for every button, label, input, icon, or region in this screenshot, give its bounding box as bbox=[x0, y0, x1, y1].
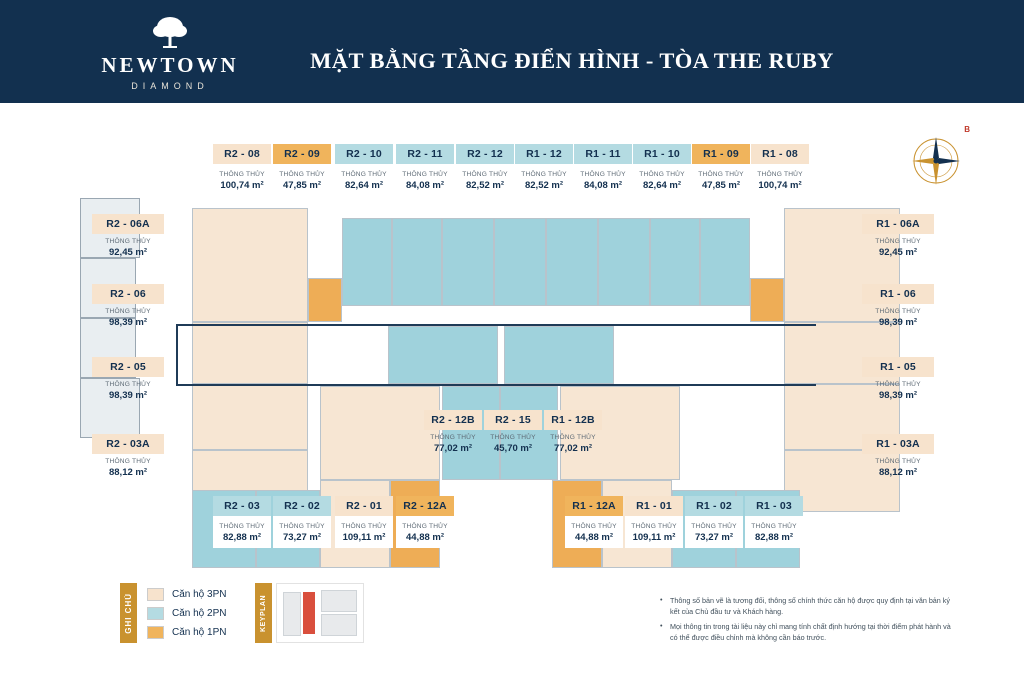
unit-code: R1 - 12 bbox=[526, 148, 562, 160]
plan-unit bbox=[192, 208, 308, 322]
unit-code: R2 - 06 bbox=[92, 284, 164, 304]
unit-area: 98,39 m² bbox=[878, 390, 918, 401]
unit-label-r2-01[interactable] bbox=[335, 496, 393, 548]
unit-area: 77,02 m² bbox=[433, 443, 473, 454]
unit-code: R2 - 08 bbox=[224, 148, 260, 160]
unit-label-r2-02[interactable] bbox=[273, 496, 331, 548]
legend-label: Căn hộ 2PN bbox=[172, 608, 227, 619]
unit-label-r2-15[interactable] bbox=[484, 410, 542, 454]
unit-code: R1 - 03A bbox=[862, 434, 934, 454]
legend-swatch-1pn bbox=[147, 626, 164, 639]
unit-area: 84,08 m² bbox=[405, 180, 445, 191]
unit-code: R2 - 09 bbox=[284, 148, 320, 160]
unit-thongthuy: THÔNG THỦY bbox=[219, 171, 265, 178]
unit-label-r1-12a[interactable] bbox=[565, 496, 623, 548]
unit-code: R1 - 03 bbox=[756, 500, 792, 512]
unit-thongthuy: THÔNG THỦY bbox=[875, 381, 921, 388]
plan-unit bbox=[494, 218, 546, 306]
unit-label-r1-06[interactable] bbox=[862, 284, 934, 328]
unit-label-r1-08[interactable] bbox=[751, 144, 809, 196]
unit-area: 109,11 m² bbox=[342, 532, 386, 543]
compass-north-label: B bbox=[964, 125, 970, 134]
unit-label-r2-06[interactable] bbox=[92, 284, 164, 328]
unit-area: 98,39 m² bbox=[878, 317, 918, 328]
keyplan-block bbox=[321, 614, 357, 636]
unit-thongthuy: THÔNG THỦY bbox=[691, 523, 737, 530]
compass-icon bbox=[906, 125, 970, 191]
unit-label-r2-06a[interactable] bbox=[92, 214, 164, 258]
unit-code: R2 - 03A bbox=[92, 434, 164, 454]
plan-unit bbox=[388, 326, 498, 384]
unit-area: 88,12 m² bbox=[878, 467, 918, 478]
legend-items bbox=[137, 583, 226, 643]
note-item: • Mọi thông tin trong tài liệu này chỉ mang tính chất định hướng tại thời điểm phát hành và có thể được điều chỉnh mà không cần báo trước. bbox=[660, 621, 960, 643]
floorplan-canvas bbox=[0, 103, 1024, 693]
unit-label-r2-03a[interactable] bbox=[92, 434, 164, 478]
unit-label-r1-06a[interactable] bbox=[862, 214, 934, 258]
unit-area: 88,12 m² bbox=[108, 467, 148, 478]
unit-label-r2-12a[interactable] bbox=[396, 496, 454, 548]
unit-thongthuy: THÔNG THỦY bbox=[430, 434, 476, 441]
unit-thongthuy: THÔNG THỦY bbox=[462, 171, 508, 178]
unit-code: R1 - 09 bbox=[703, 148, 739, 160]
legend-item bbox=[147, 626, 226, 639]
unit-thongthuy: THÔNG THỦY bbox=[105, 381, 151, 388]
unit-code: R1 - 06 bbox=[862, 284, 934, 304]
unit-label-r1-12[interactable] bbox=[515, 144, 573, 196]
unit-area: 82,88 m² bbox=[222, 532, 262, 543]
unit-thongthuy: THÔNG THỦY bbox=[757, 171, 803, 178]
unit-code: R1 - 06A bbox=[862, 214, 934, 234]
unit-code: R1 - 05 bbox=[862, 357, 934, 377]
unit-code: R2 - 12B bbox=[424, 410, 482, 430]
keyplan-tab bbox=[255, 583, 272, 643]
unit-area: 98,39 m² bbox=[108, 317, 148, 328]
plan-unit bbox=[442, 218, 494, 306]
unit-thongthuy: THÔNG THỦY bbox=[105, 238, 151, 245]
unit-area: 82,52 m² bbox=[524, 180, 564, 191]
unit-code: R2 - 05 bbox=[92, 357, 164, 377]
legend-swatch-2pn bbox=[147, 607, 164, 620]
unit-label-r2-12b[interactable] bbox=[424, 410, 482, 454]
unit-thongthuy: THÔNG THỦY bbox=[521, 171, 567, 178]
brand-name: NEWTOWN bbox=[101, 53, 239, 77]
unit-label-r1-11[interactable] bbox=[574, 144, 632, 196]
plan-unit bbox=[650, 218, 700, 306]
unit-area: 45,70 m² bbox=[493, 443, 533, 454]
plan-unit bbox=[308, 278, 342, 322]
unit-area: 73,27 m² bbox=[282, 532, 322, 543]
unit-label-r1-10[interactable] bbox=[633, 144, 691, 196]
plan-unit bbox=[700, 218, 750, 306]
unit-code: R1 - 12A bbox=[572, 500, 616, 512]
footer-notes bbox=[660, 595, 960, 648]
keyplan-tab-label: KEYPLAN bbox=[260, 594, 267, 632]
unit-code: R2 - 15 bbox=[484, 410, 542, 430]
unit-code: R2 - 03 bbox=[224, 500, 260, 512]
unit-code: R1 - 02 bbox=[696, 500, 732, 512]
unit-code: R2 - 10 bbox=[346, 148, 382, 160]
unit-thongthuy: THÔNG THỦY bbox=[550, 434, 596, 441]
page-header bbox=[0, 0, 1024, 103]
unit-thongthuy: THÔNG THỦY bbox=[402, 171, 448, 178]
unit-code: R1 - 08 bbox=[762, 148, 798, 160]
legend-tab bbox=[120, 583, 137, 643]
unit-thongthuy: THÔNG THỦY bbox=[105, 458, 151, 465]
unit-label-r2-03[interactable] bbox=[213, 496, 271, 548]
unit-label-r1-03[interactable] bbox=[745, 496, 803, 548]
plan-unit bbox=[750, 278, 784, 322]
unit-thongthuy: THÔNG THỦY bbox=[341, 171, 387, 178]
keyplan-block bbox=[321, 590, 357, 612]
unit-code: R1 - 11 bbox=[585, 148, 621, 160]
unit-area: 100,74 m² bbox=[758, 180, 802, 191]
legend-label: Căn hộ 3PN bbox=[172, 589, 227, 600]
unit-thongthuy: THÔNG THỦY bbox=[105, 308, 151, 315]
plan-unit bbox=[546, 218, 598, 306]
plan-unit bbox=[504, 326, 614, 384]
unit-code: R2 - 06A bbox=[92, 214, 164, 234]
unit-code: R2 - 12A bbox=[403, 500, 447, 512]
unit-thongthuy: THÔNG THỦY bbox=[580, 171, 626, 178]
unit-label-r2-09[interactable] bbox=[273, 144, 331, 196]
unit-area: 82,88 m² bbox=[754, 532, 794, 543]
keyplan bbox=[255, 583, 365, 643]
unit-label-r1-05[interactable] bbox=[862, 357, 934, 401]
plan-unit bbox=[342, 218, 392, 306]
note-item: • Thông số bản vẽ là tương đối, thông số chính thức căn hộ được quy định tại văn bản ký kết của Chủ đầu tư và Khách hàng. bbox=[660, 595, 960, 617]
unit-label-r1-01[interactable] bbox=[625, 496, 683, 548]
unit-area: 92,45 m² bbox=[108, 247, 148, 258]
plan-unit bbox=[192, 384, 308, 450]
unit-area: 73,27 m² bbox=[694, 532, 734, 543]
unit-label-r1-03a[interactable] bbox=[862, 434, 934, 478]
unit-code: R2 - 12 bbox=[467, 148, 503, 160]
unit-label-r1-02[interactable] bbox=[685, 496, 743, 548]
plan-unit bbox=[320, 386, 440, 480]
unit-code: R1 - 01 bbox=[636, 500, 672, 512]
unit-thongthuy: THÔNG THỦY bbox=[341, 523, 387, 530]
unit-area: 47,85 m² bbox=[701, 180, 741, 191]
plan-unit bbox=[192, 322, 308, 384]
unit-thongthuy: THÔNG THỦY bbox=[875, 308, 921, 315]
unit-label-r2-05[interactable] bbox=[92, 357, 164, 401]
unit-area: 44,88 m² bbox=[405, 532, 445, 543]
unit-label-r1-09[interactable] bbox=[692, 144, 750, 196]
unit-thongthuy: THÔNG THỦY bbox=[875, 458, 921, 465]
unit-label-r2-11[interactable] bbox=[396, 144, 454, 196]
unit-thongthuy: THÔNG THỦY bbox=[219, 523, 265, 530]
unit-thongthuy: THÔNG THỦY bbox=[402, 523, 448, 530]
unit-code: R1 - 10 bbox=[644, 148, 680, 160]
unit-thongthuy: THÔNG THỦY bbox=[490, 434, 536, 441]
keyplan-highlight bbox=[303, 592, 315, 634]
unit-thongthuy: THÔNG THỦY bbox=[279, 171, 325, 178]
keyplan-map bbox=[276, 583, 364, 643]
unit-label-r2-08[interactable] bbox=[213, 144, 271, 196]
unit-area: 47,85 m² bbox=[282, 180, 322, 191]
unit-area: 82,52 m² bbox=[465, 180, 505, 191]
unit-thongthuy: THÔNG THỦY bbox=[639, 171, 685, 178]
unit-code: R1 - 12B bbox=[544, 410, 602, 430]
unit-code: R2 - 01 bbox=[346, 500, 382, 512]
corridor-wall bbox=[176, 326, 178, 386]
unit-thongthuy: THÔNG THỦY bbox=[698, 171, 744, 178]
legend-item bbox=[147, 588, 226, 601]
page-title: MẶT BẰNG TẦNG ĐIỂN HÌNH - TÒA THE RUBY bbox=[310, 48, 834, 73]
legend-swatch-3pn bbox=[147, 588, 164, 601]
plan-unit bbox=[598, 218, 650, 306]
unit-area: 82,64 m² bbox=[344, 180, 384, 191]
unit-area: 82,64 m² bbox=[642, 180, 682, 191]
unit-thongthuy: THÔNG THỦY bbox=[631, 523, 677, 530]
brand-subtitle: DIAMOND bbox=[131, 81, 209, 91]
unit-area: 77,02 m² bbox=[553, 443, 593, 454]
unit-label-r2-10[interactable] bbox=[335, 144, 393, 196]
unit-code: R2 - 11 bbox=[407, 148, 443, 160]
legend-item bbox=[147, 607, 226, 620]
tree-icon bbox=[150, 14, 190, 52]
brand-logo bbox=[80, 14, 260, 91]
legend-tab-label: GHI CHÚ bbox=[124, 592, 133, 634]
unit-area: 92,45 m² bbox=[878, 247, 918, 258]
unit-label-r1-12b[interactable] bbox=[544, 410, 602, 454]
unit-area: 100,74 m² bbox=[220, 180, 264, 191]
unit-label-r2-12[interactable] bbox=[456, 144, 514, 196]
plan-unit bbox=[392, 218, 442, 306]
legend-label: Căn hộ 1PN bbox=[172, 627, 227, 638]
unit-area: 44,88 m² bbox=[574, 532, 614, 543]
keyplan-block bbox=[283, 592, 301, 636]
unit-area: 109,11 m² bbox=[632, 532, 676, 543]
unit-thongthuy: THÔNG THỦY bbox=[571, 523, 617, 530]
unit-area: 98,39 m² bbox=[108, 390, 148, 401]
unit-thongthuy: THÔNG THỦY bbox=[875, 238, 921, 245]
unit-thongthuy: THÔNG THỦY bbox=[751, 523, 797, 530]
unit-code: R2 - 02 bbox=[284, 500, 320, 512]
unit-area: 84,08 m² bbox=[583, 180, 623, 191]
unit-thongthuy: THÔNG THỦY bbox=[279, 523, 325, 530]
